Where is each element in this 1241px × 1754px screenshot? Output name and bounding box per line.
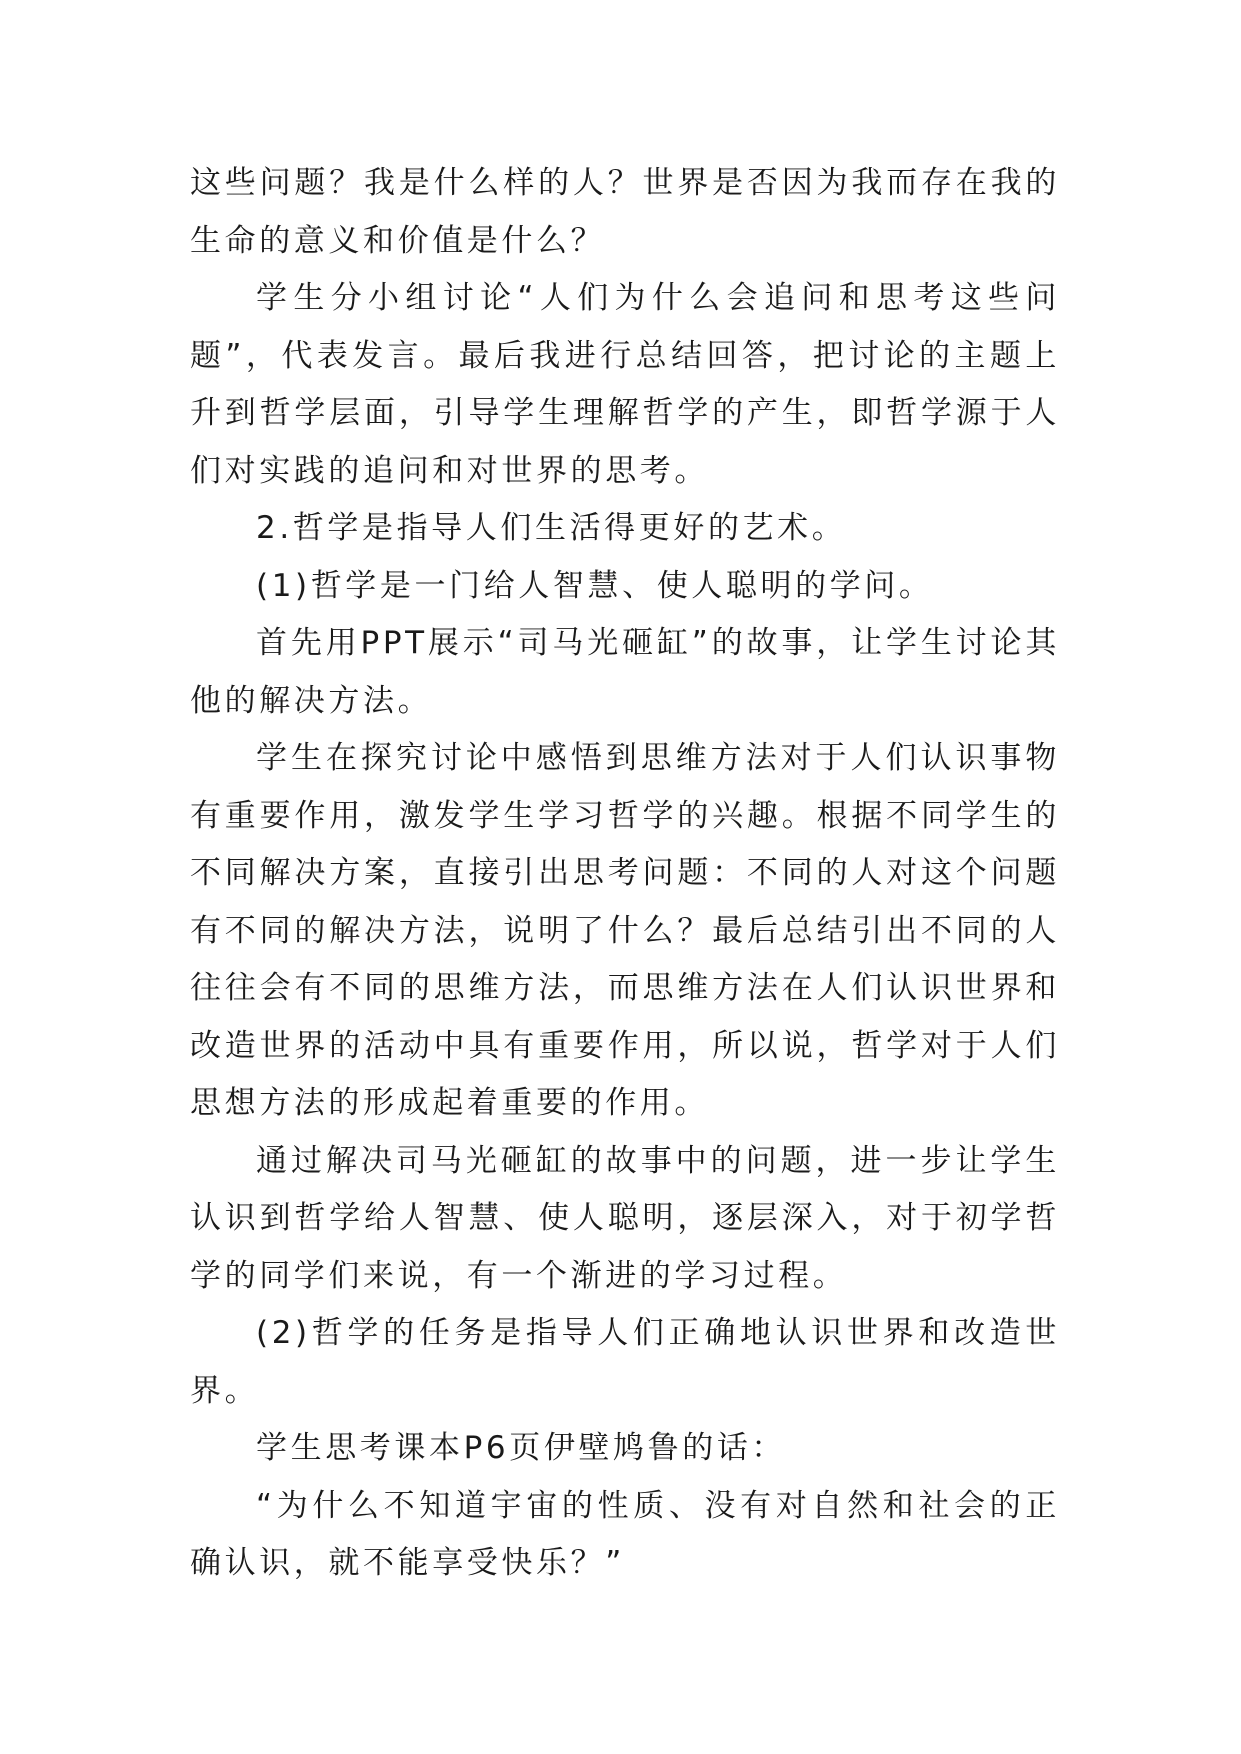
paragraph-6: 学生思考课本P6页伊壁鸠鲁的话： [256, 1430, 787, 1466]
paragraph-5: 通过解决司马光砸缸的故事中的问题，进一步让学生认识到哲学给人智慧、使人聪明，逐层深入，对于初学哲学的同学们来说，有一个渐进的学习过程。 [190, 1142, 1060, 1294]
paragraph-2: 学生分小组讨论“人们为什么会追问和思考这些问题”，代表发言。最后我进行总结回答，把讨论的主题上升到哲学层面，引导学生理解哲学的产生，即哲学源于人们对实践的追问和对世界的思考。 [190, 280, 1060, 489]
subheading-1: (1)哲学是一门给人智慧、使人聪明的学问。 [256, 567, 934, 604]
document-body [190, 155, 1060, 1593]
quote: “为什么不知道宇宙的性质、没有对自然和社会的正确认识，就不能享受快乐？” [190, 1487, 1060, 1581]
paragraph-4: 学生在探究讨论中感悟到思维方法对于人们认识事物有重要作用，激发学生学习哲学的兴趣。根据不同学生的不同解决方案，直接引出思考问题：不同的人对这个问题有不同的解决方法，说明了什么？最后总结引出不同的人往往会有不同的思维方法，而思维方法在人们认识世界和改造世界的活动中具有重要作用，所以说，哲学对于人们思想方法的形成起着重要的作用。 [190, 740, 1060, 1121]
section-heading-2: 2.哲学是指导人们生活得更好的艺术。 [256, 510, 847, 546]
subheading-2: (2)哲学的任务是指导人们正确地认识世界和改造世界。 [190, 1315, 1060, 1409]
paragraph-3: 首先用PPT展示“司马光砸缸”的故事，让学生讨论其他的解决方法。 [190, 625, 1060, 719]
paragraph-1: 这些问题？我是什么样的人？世界是否因为我而存在我的生命的意义和价值是什么？ [190, 165, 1060, 259]
